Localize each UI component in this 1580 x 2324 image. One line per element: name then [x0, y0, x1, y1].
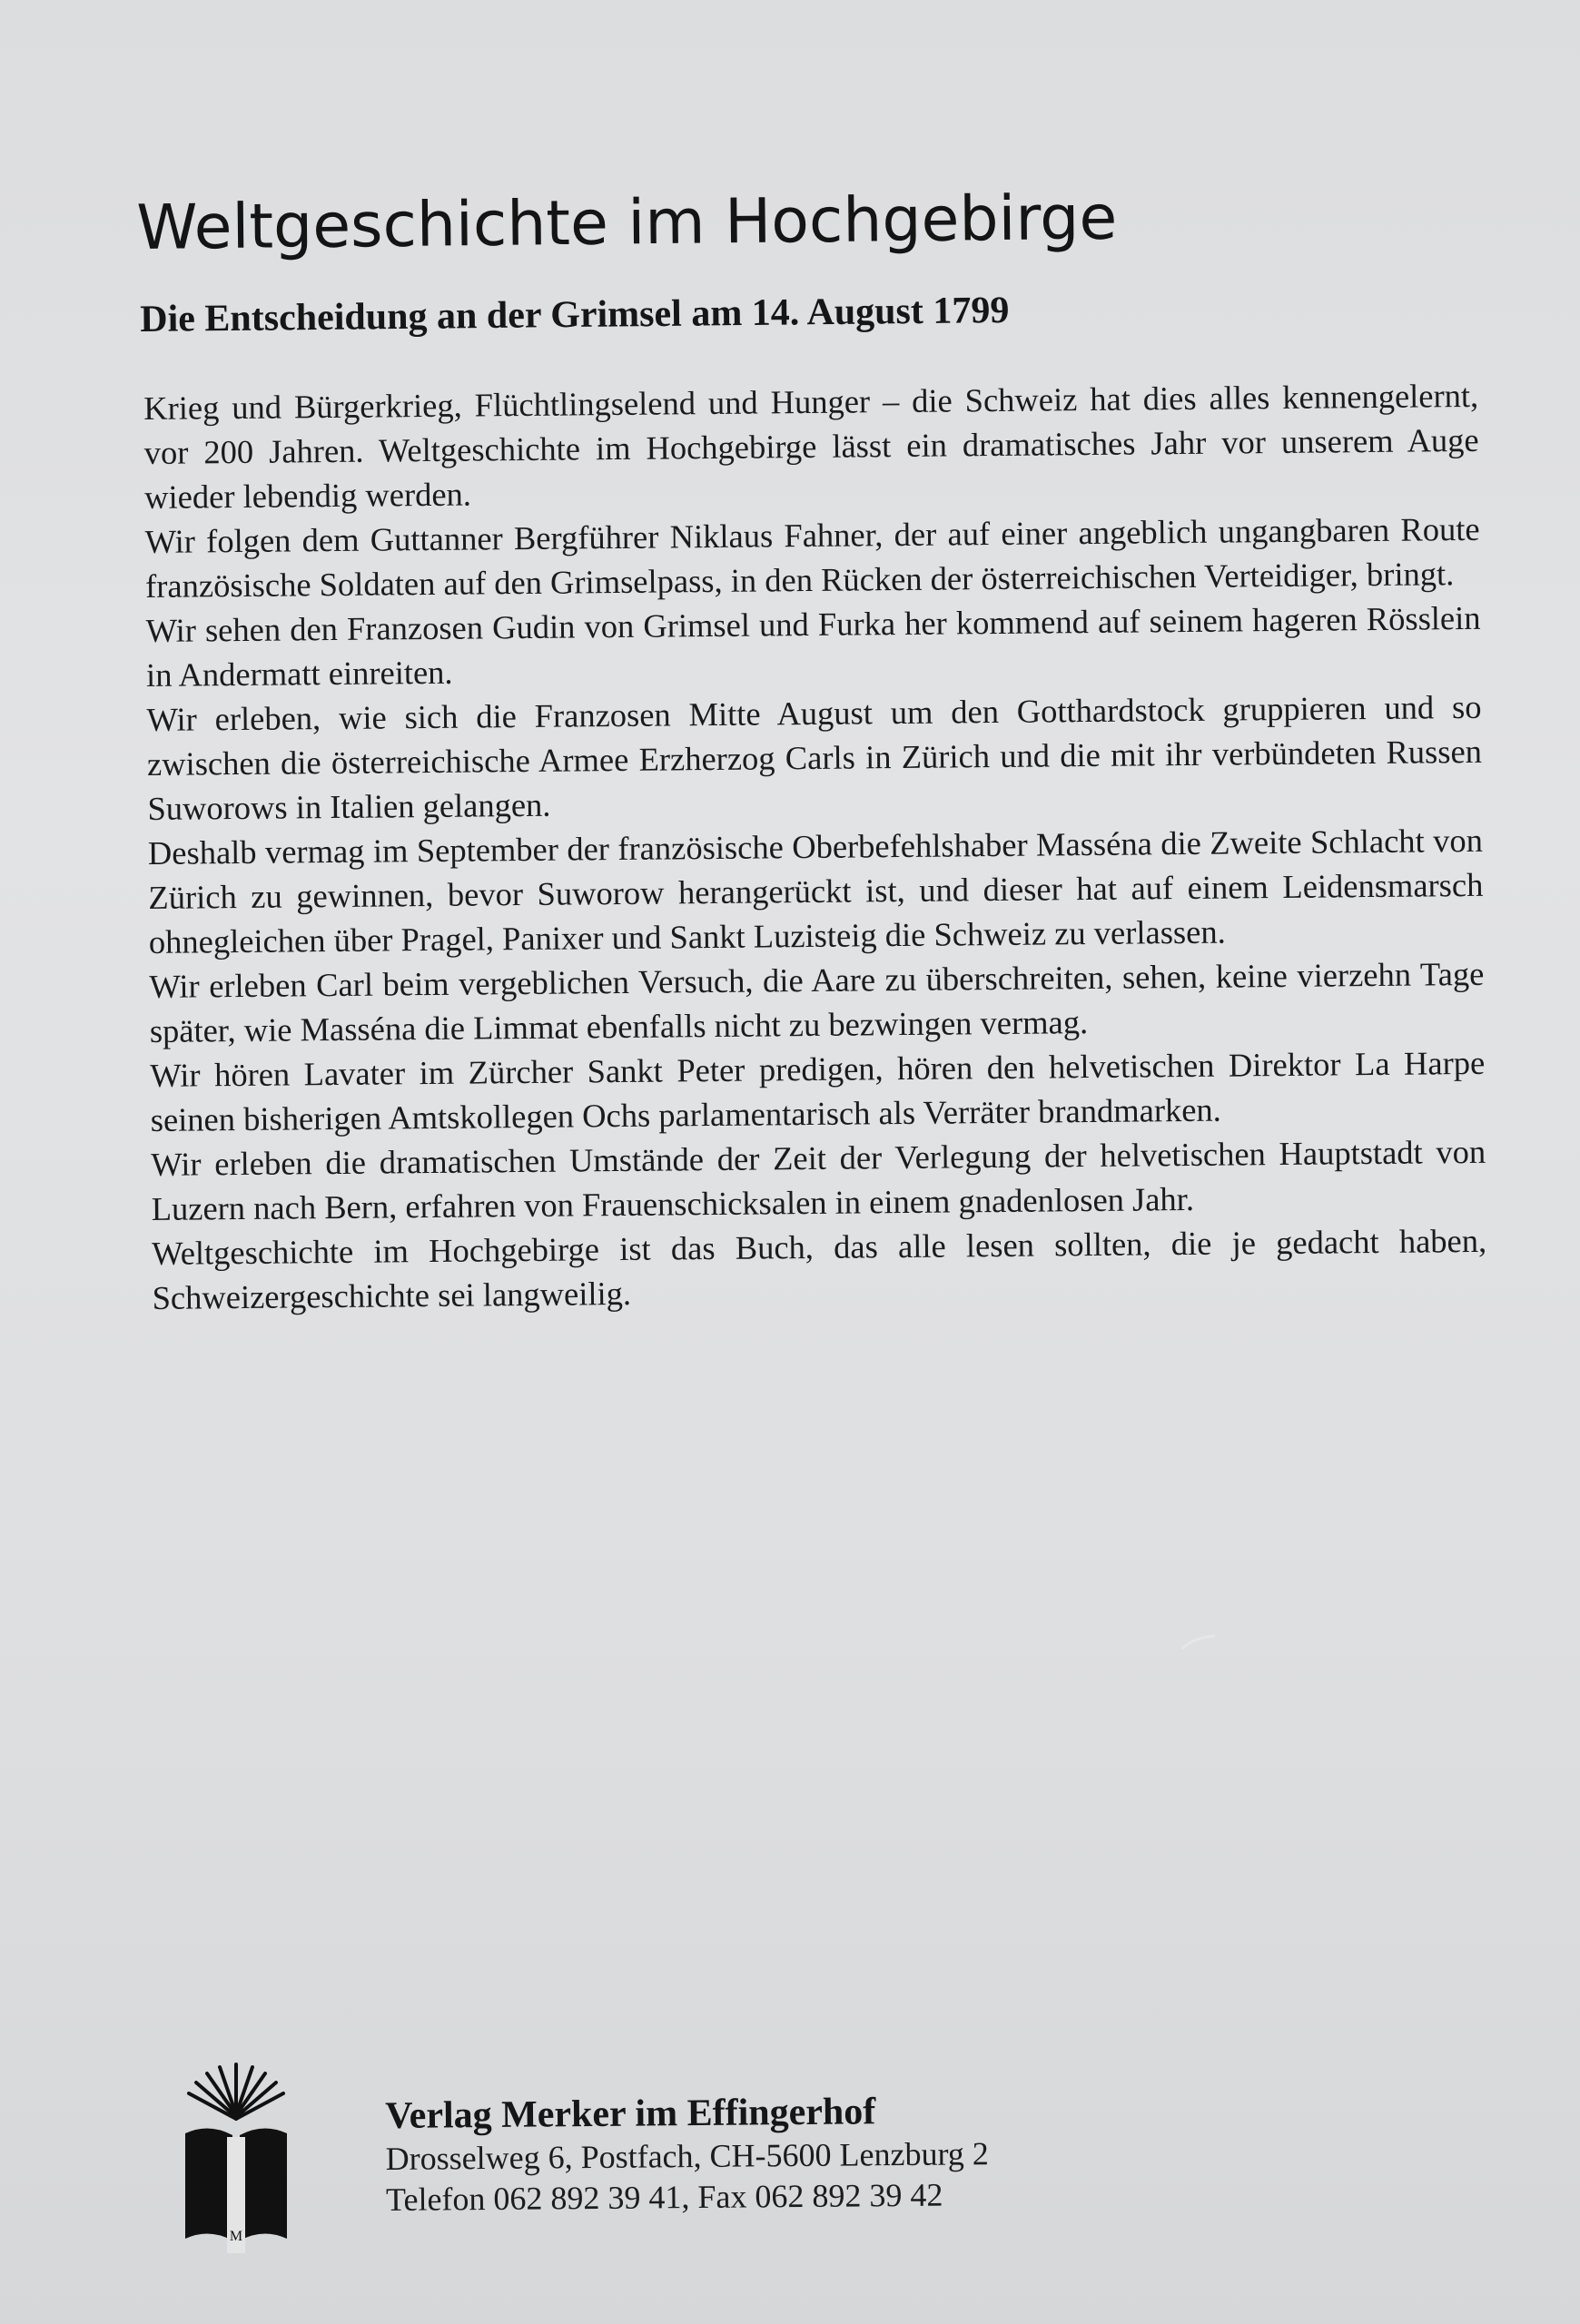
open-book-icon: [182, 2063, 291, 2253]
blurb-text: [143, 373, 1487, 1320]
paper-crease: [1180, 1634, 1217, 1652]
publisher-info: [385, 2088, 989, 2221]
page-title: Weltgeschichte im Hochgebirge: [136, 182, 1118, 264]
page-subtitle: Die Entscheidung an der Grimsel am 14. August 1799: [140, 289, 1010, 340]
blurb-paragraph: Deshalb vermag im September der französische Oberbefehlshaber Masséna die Zweite Schlacht von Zürich zu gewinnen, bevor Suworow herangerückt ist, und dieser hat auf einem Leidensmarsch ohnegleichen über Pragel, Panixer und Sankt Luzisteig die Schweiz zu verlassen.: [147, 821, 1484, 960]
blurb-paragraph: Wir hören Lavater im Zürcher Sankt Peter predigen, hören den helvetischen Direktor La Harpe seinen bisherigen Amtskollegen Ochs parlamentarisch als Verräter brandmarken.: [150, 1043, 1486, 1138]
blurb-paragraph: Wir sehen den Franzosen Gudin von Grimsel und Furka her kommend auf seinem hageren Rösslein in Andermatt einreiten.: [145, 598, 1481, 694]
publisher-phone: Telefon 062 892 39 41, Fax 062 892 39 42: [385, 2176, 943, 2218]
logo-letter: M: [229, 2229, 243, 2244]
blurb-paragraph: Wir erleben Carl beim vergeblichen Versuch, die Aare zu überschreiten, sehen, keine vierzehn Tage später, wie Masséna die Limmat ebenfalls nicht zu bezwingen vermag.: [149, 954, 1485, 1049]
blurb-paragraph: Wir folgen dem Guttanner Bergführer Niklaus Fahner, der auf einer angeblich ungangbaren Route französische Soldaten auf den Grimselpass, in den Rücken der österreichischen Verteidiger, bringt.: [144, 509, 1480, 605]
blurb-paragraph: Wir erleben die dramatischen Umstände der Zeit der Verlegung der helvetischen Hauptstadt von Luzern nach Bern, erfahren von Frauenschicksalen in einem gnadenlosen Jahr.: [151, 1132, 1486, 1227]
blurb-paragraph: Krieg und Bürgerkrieg, Flüchtlingselend und Hunger – die Schweiz hat dies alles kennengelernt, vor 200 Jahren. Weltgeschichte im Hochgebirge lässt ein dramatisches Jahr vor unserem Auge wieder lebendig werden.: [143, 376, 1479, 516]
publisher-name: Verlag Merker im Effingerhof: [385, 2091, 876, 2137]
blurb-paragraph: Weltgeschichte im Hochgebirge ist das Buch, das alle lesen sollten, die je gedacht haben, Schweizergeschichte sei langweilig.: [151, 1221, 1487, 1316]
blurb-paragraph: Wir erleben, wie sich die Franzosen Mitte August um den Gotthardstock gruppieren und so zwischen die österreichische Armee Erzherzog Carls in Zürich und die mit ihr verbündeten Russen Suworows in Italien gelangen.: [146, 687, 1483, 827]
publisher-address: Drosselweg 6, Postfach, CH-5600 Lenzburg 2: [385, 2135, 990, 2177]
